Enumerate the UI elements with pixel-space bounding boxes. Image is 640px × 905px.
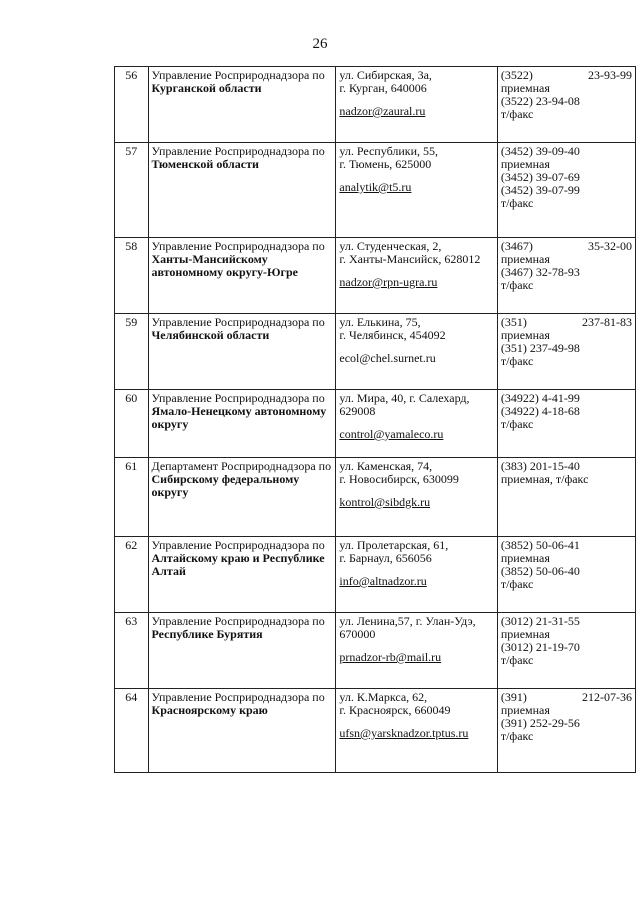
- phone-line: (351) 237-49-98: [500, 341, 580, 355]
- office-region: Сибирскому федеральному округу: [151, 472, 300, 499]
- office-name-cell: [148, 458, 336, 537]
- phone-cell: [497, 537, 635, 613]
- phone-line: приемная: [500, 81, 550, 95]
- phone-cell: [497, 143, 635, 238]
- address-line: г. Барнаул, 656056: [339, 551, 432, 565]
- phone-cell: [497, 689, 635, 773]
- phone-cell: [497, 67, 635, 143]
- phone-line: (34922) 4-18-68: [500, 404, 580, 418]
- office-name-cell: [148, 238, 336, 314]
- phone-number: 237-81-83: [582, 315, 632, 329]
- phone-line: (3852) 50-06-40: [500, 564, 580, 578]
- row-number: 59: [125, 315, 138, 329]
- row-number: 64: [125, 690, 138, 704]
- table-row: [115, 314, 636, 390]
- address-line: ул. Студенческая, 2,: [339, 239, 442, 253]
- office-name-cell: [148, 143, 336, 238]
- address-cell: [336, 613, 497, 689]
- email-link[interactable]: kontrol@sibdgk.ru: [339, 495, 431, 509]
- phone-cell: [497, 314, 635, 390]
- row-number: 56: [125, 68, 138, 82]
- row-number-cell: [115, 238, 149, 314]
- phone-line: т/факс: [500, 729, 534, 743]
- table-row: [115, 67, 636, 143]
- office-name-cell: [148, 67, 336, 143]
- office-region: Тюменской области: [151, 157, 259, 171]
- office-region: Республике Бурятия: [151, 627, 263, 641]
- address-line: ул. Ленина,57, г. Улан-Удэ,: [339, 614, 476, 628]
- table-body: [115, 67, 636, 773]
- phone-code: (3467): [500, 239, 533, 253]
- table-row: [115, 238, 636, 314]
- office-region: Челябинской области: [151, 328, 270, 342]
- office-name-cell: [148, 689, 336, 773]
- phone-line: приемная: [500, 252, 550, 266]
- phone-line: (3012) 21-19-70: [500, 640, 580, 654]
- address-line: г. Красноярск, 660049: [339, 703, 451, 717]
- phone-cell: [497, 238, 635, 314]
- email-link[interactable]: prnadzor-rb@mail.ru: [339, 650, 442, 664]
- address-line: 629008: [339, 404, 376, 418]
- address-line: г. Новосибирск, 630099: [339, 472, 459, 486]
- email-link[interactable]: ecol@chel.surnet.ru: [339, 351, 436, 365]
- address-cell: [336, 67, 497, 143]
- email-link[interactable]: info@altnadzor.ru: [339, 574, 427, 588]
- phone-line: т/факс: [500, 196, 534, 210]
- office-name-prefix: Управление Росприроднадзора по: [151, 239, 325, 253]
- address-cell: [336, 537, 497, 613]
- row-number-cell: [115, 689, 149, 773]
- phone-line: т/факс: [500, 107, 534, 121]
- office-region: Ханты-Мансийскому автономному округу-Югре: [151, 252, 298, 279]
- office-name-prefix: Управление Росприроднадзора по: [151, 144, 325, 158]
- phone-code: (351): [500, 315, 527, 329]
- phone-line: (3522) 23-94-08: [500, 94, 580, 108]
- table-row: [115, 537, 636, 613]
- phone-line: (3012) 21-31-55: [500, 614, 580, 628]
- phone-number: 23-93-99: [588, 68, 632, 82]
- office-name-prefix: Департамент Росприроднадзора по: [151, 459, 332, 473]
- phone-line: т/факс: [500, 278, 534, 292]
- address-cell: [336, 390, 497, 458]
- page-number: 26: [312, 36, 328, 52]
- table-row: [115, 458, 636, 537]
- office-region: Курганской области: [151, 81, 262, 95]
- office-name-cell: [148, 613, 336, 689]
- phone-line: приемная: [500, 328, 550, 342]
- phone-line: приемная, т/факс: [500, 472, 589, 486]
- address-cell: [336, 238, 497, 314]
- table-row: [115, 689, 636, 773]
- phone-cell: [497, 458, 635, 537]
- phone-line: т/факс: [500, 354, 534, 368]
- address-line: ул. Каменская, 74,: [339, 459, 433, 473]
- office-name-prefix: Управление Росприроднадзора по: [151, 391, 325, 405]
- row-number-cell: [115, 390, 149, 458]
- row-number: 60: [125, 391, 138, 405]
- phone-line: т/факс: [500, 417, 534, 431]
- office-region: Алтайскому краю и Республике Алтай: [151, 551, 325, 578]
- table-row: [115, 390, 636, 458]
- address-cell: [336, 689, 497, 773]
- row-number-cell: [115, 143, 149, 238]
- phone-line: (3452) 39-07-99: [500, 183, 580, 197]
- phone-line: (3467) 32-78-93: [500, 265, 580, 279]
- phone-line: (34922) 4-41-99: [500, 391, 580, 405]
- row-number-cell: [115, 537, 149, 613]
- row-number: 63: [125, 614, 138, 628]
- address-cell: [336, 314, 497, 390]
- office-name-cell: [148, 390, 336, 458]
- phone-line: (391) 252-29-56: [500, 716, 580, 730]
- email-link[interactable]: nadzor@rpn-ugra.ru: [339, 275, 438, 289]
- address-line: ул. Пролетарская, 61,: [339, 538, 449, 552]
- office-region: Красноярскому краю: [151, 703, 268, 717]
- address-line: г. Ханты-Мансийск, 628012: [339, 252, 481, 266]
- office-name-prefix: Управление Росприроднадзора по: [151, 614, 325, 628]
- email-link[interactable]: control@yamaleco.ru: [339, 427, 444, 441]
- address-line: ул. Сибирская, 3а,: [339, 68, 432, 82]
- phone-line: т/факс: [500, 653, 534, 667]
- office-contacts-table: [114, 66, 636, 773]
- table-row: [115, 143, 636, 238]
- phone-line: приемная: [500, 627, 550, 641]
- email-link[interactable]: ufsn@yarsknadzor.tptus.ru: [339, 726, 469, 740]
- address-line: ул. Мира, 40, г. Салехард,: [339, 391, 470, 405]
- email-link[interactable]: analytik@t5.ru: [339, 180, 412, 194]
- phone-line: приемная: [500, 551, 550, 565]
- row-number-cell: [115, 314, 149, 390]
- phone-line: приемная: [500, 703, 550, 717]
- phone-code: (391): [500, 690, 527, 704]
- table-row: [115, 613, 636, 689]
- office-name-cell: [148, 314, 336, 390]
- office-name-prefix: Управление Росприроднадзора по: [151, 690, 325, 704]
- row-number: 62: [125, 538, 138, 552]
- office-name-prefix: Управление Росприроднадзора по: [151, 538, 325, 552]
- phone-code: (3522): [500, 68, 533, 82]
- office-name-cell: [148, 537, 336, 613]
- phone-number: 212-07-36: [582, 690, 632, 704]
- phone-line: приемная: [500, 157, 550, 171]
- row-number: 61: [125, 459, 138, 473]
- address-line: ул. К.Маркса, 62,: [339, 690, 428, 704]
- phone-number: 35-32-00: [588, 239, 632, 253]
- phone-line: (3452) 39-07-69: [500, 170, 580, 184]
- phone-cell: [497, 390, 635, 458]
- row-number-cell: [115, 613, 149, 689]
- phone-line: (3852) 50-06-41: [500, 538, 580, 552]
- address-cell: [336, 458, 497, 537]
- email-link[interactable]: nadzor@zaural.ru: [339, 104, 426, 118]
- address-cell: [336, 143, 497, 238]
- phone-line: (3452) 39-09-40: [500, 144, 580, 158]
- address-line: г. Челябинск, 454092: [339, 328, 446, 342]
- office-name-prefix: Управление Росприроднадзора по: [151, 68, 325, 82]
- address-line: ул. Елькина, 75,: [339, 315, 421, 329]
- phone-line: (383) 201-15-40: [500, 459, 580, 473]
- address-line: г. Тюмень, 625000: [339, 157, 432, 171]
- row-number: 58: [125, 239, 138, 253]
- row-number: 57: [125, 144, 138, 158]
- office-name-prefix: Управление Росприроднадзора по: [151, 315, 325, 329]
- address-line: 670000: [339, 627, 376, 641]
- office-region: Ямало-Ненецкому автономному округу: [151, 404, 327, 431]
- row-number-cell: [115, 458, 149, 537]
- phone-line: т/факс: [500, 577, 534, 591]
- phone-cell: [497, 613, 635, 689]
- row-number-cell: [115, 67, 149, 143]
- address-line: ул. Республики, 55,: [339, 144, 439, 158]
- address-line: г. Курган, 640006: [339, 81, 427, 95]
